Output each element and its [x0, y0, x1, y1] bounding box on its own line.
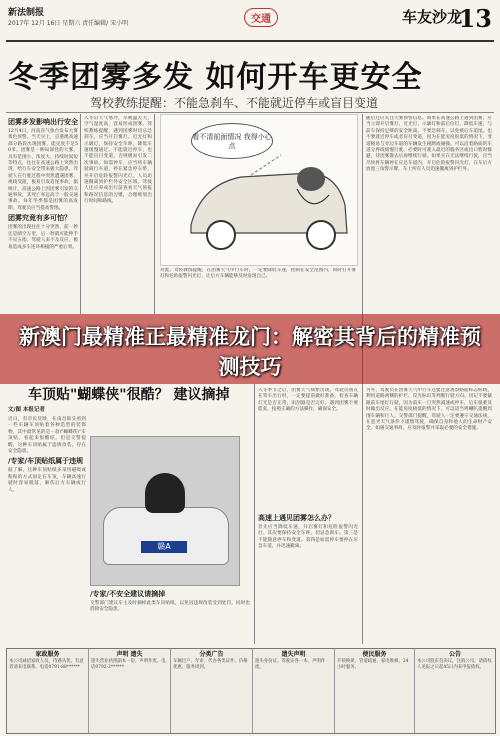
ad-block: 遗失声明 遗失身份证、驾驶证各一本，声明作废。	[253, 649, 335, 733]
story-title: 车顶贴"蝴蝶侠"很酷？ 建议摘掉	[28, 387, 230, 403]
section-title: /专家/车顶贴纸属于违规	[8, 457, 84, 466]
sub-headline: 驾校教练提醒：不能急刹车、不能就近停车或盲目变道	[90, 96, 379, 110]
paper-name: 新法制报	[8, 8, 45, 18]
issue-line: 2017年 12月 16日 星期六 责任编辑/ 宋小明	[8, 20, 129, 27]
byline: 文/图 本报记者	[8, 407, 45, 413]
divider	[80, 114, 81, 314]
section-title: 高速上遇见团雾怎么办？	[258, 514, 335, 522]
divider	[254, 384, 255, 644]
ad-block: 家政服务 本公司诚招家政人员，待遇从优，有意者请来电联系。电话0791-88******	[7, 649, 89, 733]
classified-ads	[6, 648, 496, 734]
ad-heading: 分类广告	[199, 651, 224, 658]
license-plate: 赣A	[141, 541, 187, 553]
illustration	[160, 114, 358, 266]
ad-block: 分类广告 车辆过户、年审、代办各类证件，价格优惠，服务周到。	[171, 649, 253, 733]
text-column: 随后还应关注大雾预警信息。如果在高速公路上遇到团雾，应当立即开启雾灯、近光灯、示廓灯和前后位灯，降低车速，与前车保持足够的安全距离。不要急刹车，以免被后车追尾。也不要就近停车或者盲目变道，因为在能见度很低的情况下，变道极易与旁边车道的车辆发生剐蹭或碰撞。可以沿着路面的车道分界线缓慢行驶，必要时可驶入最近的服务区或出口暂时躲避，待团雾散去后再继续行驶。如果实在无法继续行驶，应当尽快将车辆停在应急车道内，开启危险报警闪光灯，在车后方放置三角警示牌，车上所有人员迅速撤离到护栏外。	[366, 116, 492, 173]
divider	[154, 114, 155, 314]
ad-heading: 公告	[448, 651, 461, 658]
section-title: 团雾究竟有多可怕？	[8, 214, 71, 223]
banner-title[interactable]: 新澳门最精准正最精准龙门：解密其背后的精准预测技巧	[19, 325, 481, 379]
ad-block: 公告 本公司股东会决议，注销公司，请债权人见报之日起45日内来申报债权。	[417, 651, 492, 670]
text-column: 高速上遇见团雾怎么办？ 首先应当降低车速，开启雾灯和危险报警闪光灯。其次要保持安全车距，切忌急刹车。第三是不能随意停车和变道。第四是如需停车要停在应急车道，并迅速撤离。	[258, 514, 358, 550]
masthead	[6, 4, 494, 42]
car-icon	[161, 115, 357, 265]
speech-bubble: 看不清前面情况 我得小心点	[191, 123, 273, 159]
figure-icon	[145, 473, 185, 513]
section-title: 团雾多发影响出行安全	[8, 118, 78, 126]
divider	[6, 112, 494, 113]
text-column: 入冬后天气寒冷，早晚温差大，空气湿度高，容易形成团雾。驾校教练提醒，遇到团雾时切忌急刹车，应当开启雾灯、近光灯和示廓灯，保持安全车距，降低车速缓慢通过。不能就近停车，也不能盲目变道，否则极易引发二次事故。如需停车，应当将车辆驶离行车道，停在紧急停车带，并开启危险报警闪光灯，人员迅速撤离到护栏外安全区域。驾驶人还应养成出行前查看天气预报和路况信息的习惯，合理规划出行时间和路线。	[84, 116, 152, 205]
text-column: 文/图 本报记者 近日，有市民反映，在南昌街头看到一些车辆车顶贴着各种造型的装饰物，其中最常见的是一款\"蝴蝶侠\"车顶贴，看起来很酷炫。但是交警提醒，这种车顶贴属于违规改装，存在安全隐患。 /专家/车顶贴纸属于违规 据了解，这种车顶贴纸多采用磁吸或粘贴的方式固定在车顶，车辆高速行驶时容易脱落，砸伤后方车辆或行人。	[8, 407, 86, 493]
column-name: 车友沙龙	[401, 8, 462, 26]
text-column: 另外，驾驶员在团雾天气中行车还要注意观察路面标志标线，利用道路两侧的护栏、反光标识等判断行驶方向。切记不要紧跟前车尾灯行驶，因为前车一旦突然减速或停车，后车很难及时做出反应。在能见度极低的情况下，可以适当鸣喇叭提醒周围车辆和行人。交警部门提醒，驾驶人一定要遵守交通法规，在恶劣天气条件下谨慎驾驶，确保自身和他人的生命财产安全。如遇交通事故，应及时报警并采取必要的安全措施。	[366, 388, 492, 432]
ad-block: 声明 遗失 遗失营业执照副本一份，声明作废。电话0792-2******	[89, 649, 171, 733]
ad-block: 便民服务 开锁换锁、管道疏通、家电维修，24小时服务。	[335, 649, 415, 733]
main-headline: 冬季团雾多发 如何开车更安全	[8, 60, 423, 95]
text-column: 入冬季节之后，团雾天气频繁出现。驾驶员朋友在驾车出行时，一定要提前做好准备，检查车辆灯光是否正常，雨刮器是否完好。遇到团雾不要慌张，按照正确的方法操作，确保安全。	[258, 388, 358, 413]
ad-heading: 声明 遗失	[116, 651, 143, 658]
ad-heading: 家政服务	[35, 651, 60, 658]
text-column: /专家/不安全建议请摘掉 交警部门建议车主及时摘掉此类车顶贴纸，以免因违规改装受到处罚，同时也消除安全隐患。	[90, 590, 250, 613]
car-icon	[103, 507, 229, 565]
ad-heading: 遗失声明	[281, 651, 306, 658]
section-logo: 交通	[244, 8, 278, 27]
ad-heading: 便民服务	[362, 651, 387, 658]
text-column: 对此，驾校教练提醒，在团雾天气中行车时，一定要降低车速，控制在安全范围内，同时打开雾灯和危险报警闪光灯，让后方车辆能够及时发现自己。	[160, 268, 356, 280]
section-title: /专家/不安全建议请摘掉	[90, 590, 166, 598]
page-number: 13	[458, 4, 492, 33]
text-column: 团雾多发影响出行安全 12月4日，河南省气象台发布大雾黄色预警。当天早上，京港澳高速部分路段出现团雾，能见度不足50米。团雾是一种局部性的大雾，具有范围小、浓度大、持续时间短等特点，往往在高速公路上突然出现，给行车安全带来极大隐患。驾驶人在行驶过程中突然遭遇团雾，视线受阻，极易引发追尾事故。据统计，高速公路上因团雾引发的交通事故，其死亡率远高于一般交通事故。每年冬季都是团雾的高发期，驾驶员应当提高警惕。 团雾究竟有多可怕？ 团雾的出现往往十分突然，前一秒还是晴空万里，后一秒就可能伸手不见五指。驾驶人来不及反应，极易造成多车连环相撞的严重后果。	[8, 118, 78, 250]
news-photo	[90, 436, 240, 586]
